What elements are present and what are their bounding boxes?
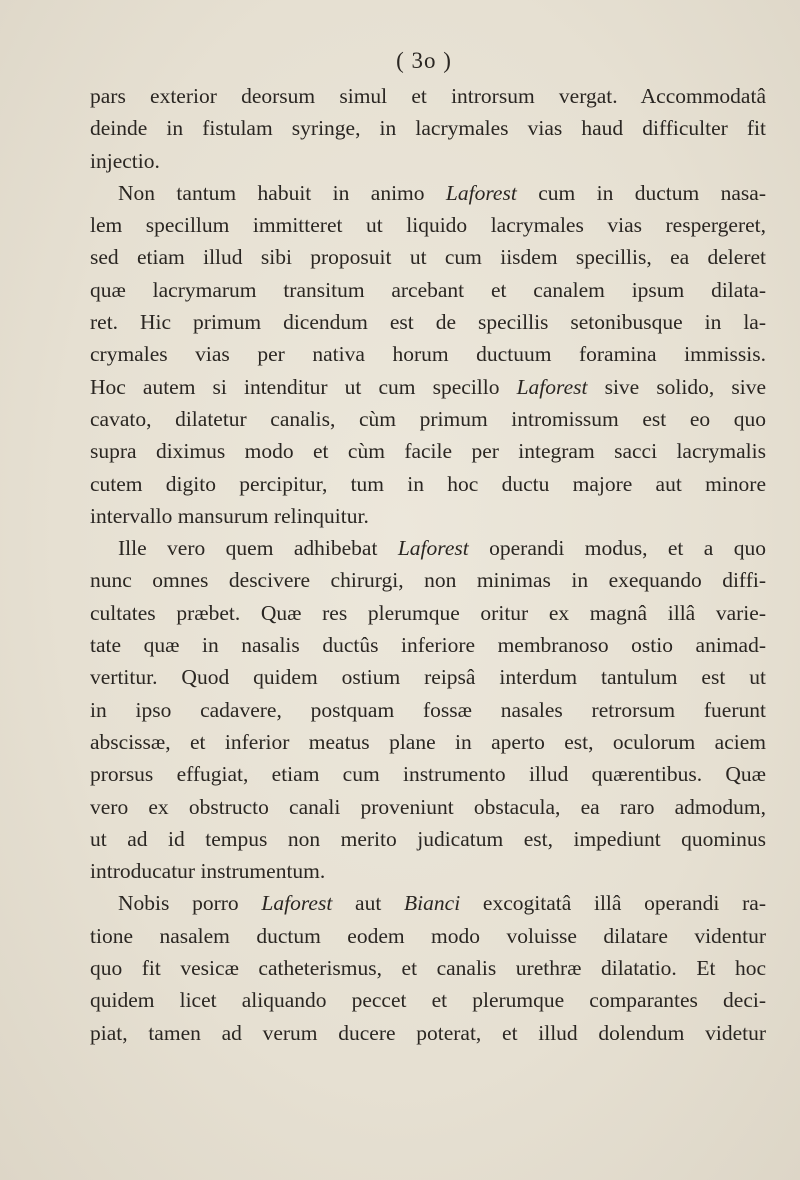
text-line: vertitur. Quod quidem ostium reipsâ interdum tantulum est ut xyxy=(90,665,766,690)
text-line: lem specillum immitteret ut liquido lacrymales vias respergeret, xyxy=(90,213,766,238)
text-line: ret. Hic primum dicendum est de specillis setonibusque in la- xyxy=(90,310,766,335)
text-line: piat, tamen ad verum ducere poterat, et illud dolendum videtur xyxy=(90,1020,766,1045)
text-line: quo fit vesicæ catheterismus, et canalis urethræ dilatatio. Et hoc xyxy=(90,956,766,981)
text-line: introducatur instrumentum. xyxy=(90,859,326,884)
text-line: supra diximus modo et cùm facile per integram sacci lacrymalis xyxy=(90,439,766,464)
text-line: Hoc autem si intenditur ut cum specillo Laforest sive solido, sive xyxy=(90,374,766,399)
text-line: deinde in fistulam syringe, in lacrymales vias haud difficulter fit xyxy=(90,116,766,141)
text-line: sed etiam illud sibi proposuit ut cum iisdem specillis, ea deleret xyxy=(90,245,766,270)
text-line: ut ad id tempus non merito judicatum est, impediunt quominus xyxy=(90,826,766,851)
page-number: ( 3o ) xyxy=(396,48,452,73)
text-line: prorsus effugiat, etiam cum instrumento illud quærentibus. Quæ xyxy=(90,762,766,787)
paragraph xyxy=(90,80,766,177)
text-line: Nobis porro Laforest aut Bianci excogitatâ illâ operandi ra- xyxy=(118,891,766,916)
text-line: Ille vero quem adhibebat Laforest operandi modus, et a quo xyxy=(118,536,766,561)
paragraph xyxy=(90,532,766,887)
text-line: abscissæ, et inferior meatus plane in aperto est, oculorum aciem xyxy=(90,729,766,754)
text-line: Non tantum habuit in animo Laforest cum in ductum nasa- xyxy=(118,180,766,205)
text-line: vero ex obstructo canali proveniunt obstacula, ea raro admodum, xyxy=(90,794,766,819)
italic-name: Laforest xyxy=(445,180,517,205)
text-line: pars exterior deorsum simul et introrsum vergat. Accommodatâ xyxy=(90,84,766,108)
text-line: quæ lacrymarum transitum arcebant et canalem ipsum dilata- xyxy=(90,277,766,302)
text-line: quidem licet aliquando peccet et plerumque comparantes deci- xyxy=(90,988,766,1013)
text-line: cultates præbet. Quæ res plerumque oritur ex magnâ illâ varie- xyxy=(90,600,766,625)
text-line: cutem digito percipitur, tum in hoc ductu majore aut minore xyxy=(90,471,766,496)
italic-name: Laforest xyxy=(516,374,588,399)
italic-name: Bianci xyxy=(404,891,461,916)
italic-name: Laforest xyxy=(261,891,333,916)
body-text xyxy=(90,80,766,1049)
text-line: tate quæ in nasalis ductûs inferiore membranoso ostio animad- xyxy=(90,633,766,658)
text-line: injectio. xyxy=(90,148,160,173)
text-line: tione nasalem ductum eodem modo voluisse dilatare videntur xyxy=(90,923,766,948)
text-line: crymales vias per nativa horum ductuum foramina immissis. xyxy=(90,342,766,367)
paragraph xyxy=(90,887,766,1048)
text-line: in ipso cadavere, postquam fossæ nasales retrorsum fuerunt xyxy=(90,697,766,722)
text-line: intervallo mansurum relinquitur. xyxy=(90,503,369,528)
paragraph xyxy=(90,177,766,532)
text-line: nunc omnes descivere chirurgi, non minimas in exequando diffi- xyxy=(90,568,766,593)
italic-name: Laforest xyxy=(397,536,469,561)
text-line: cavato, dilatetur canalis, cùm primum intromissum est eo quo xyxy=(90,406,766,431)
